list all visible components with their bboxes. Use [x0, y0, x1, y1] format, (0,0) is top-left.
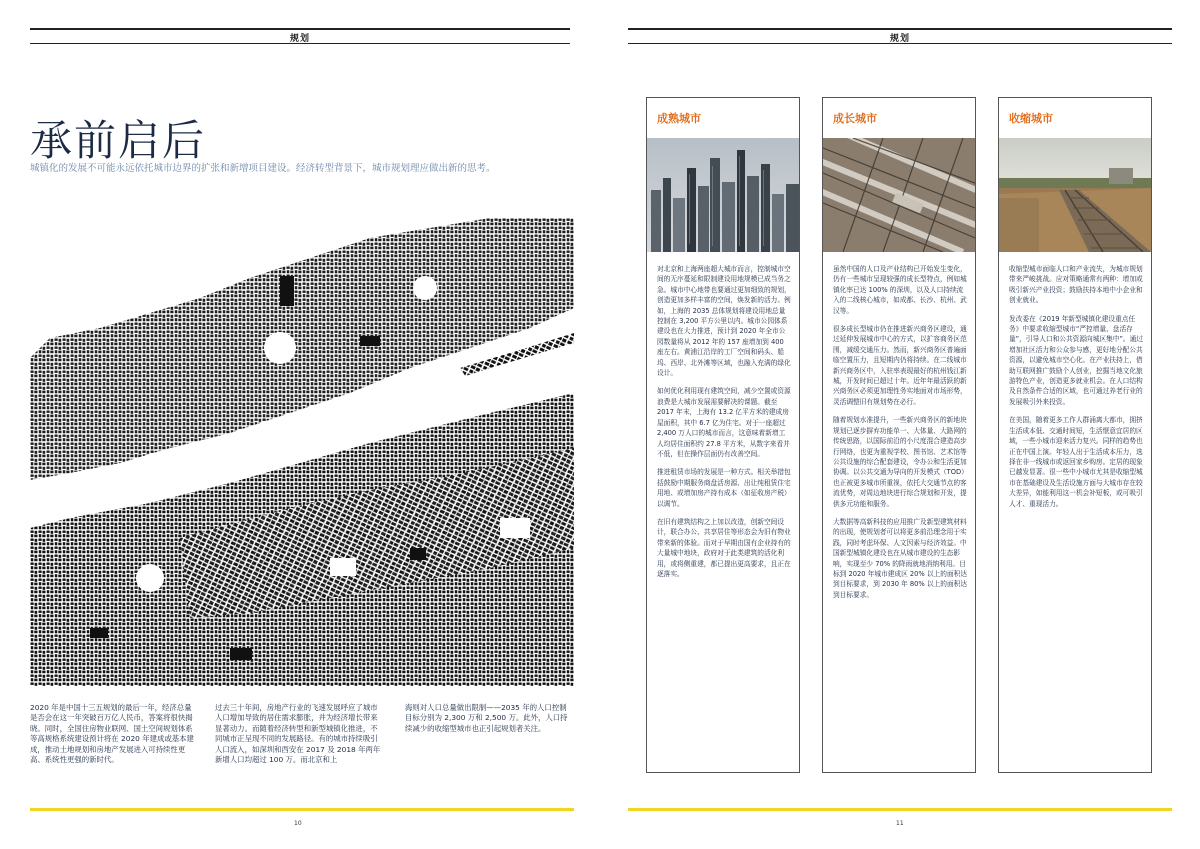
header-rule-top: [30, 28, 570, 30]
card-paragraph: 对北京和上海两座超大城市而言，控制城市空间的无序蔓延和限制建设用地规模已成当务之急。城市中心地带也要通过更加细致的规划，创造更加多样丰富的空间，焕发新的活力。例如，上海的 2035 总体规划将建设用地总量控制在 3,200 平方公里以内。城市公园体系建设也在大力推进，预计到 2020 年全市公园数量将从 2012 年的 157 座增加到 400 座左右。黄浦江沿岸的工厂空间和码头、船坞、西岸、北外滩等区域，也融入充满的绿化设计。: [657, 265, 791, 378]
card-growing-city: [822, 97, 976, 773]
card-title: 成熟城市: [657, 112, 701, 125]
card-paragraph: 如何优化利用现有建筑空间，减少空置或资源浪费是大城市发展需要解决的课题。截至 2017 年末，上海有 13.2 亿平方米的建成房屋面积，其中 6.7 亿为住宅。对于一座超过 2,400 万人口的城市而言，这意味着新增工人均居住面积约 27.8 平方米，从数字来看并不低，但在操作层面仍有改善空间。: [657, 387, 791, 458]
footer-rule: [30, 808, 574, 811]
page-number-left: 10: [294, 820, 302, 827]
card-paragraph: 发改委在《2019 年新型城镇化建设重点任务》中要求收缩型城市“严控增量、盘活存量”，引导人口和公共资源向城区集中”。通过增加社区活力和公众参与感，更好地分配公共资源，以避免城市空心化。在产业扶持上，借助互联网推广鼓励个人创业，挖掘当地文化旅游特色产业，创造更多就业机会。在人口结构及自然条件合适的区域，也可通过养老行业的发展吸引外来投资。: [1009, 314, 1143, 406]
railway-photo-icon: [999, 138, 1151, 252]
right-page: [600, 0, 1200, 849]
card-paragraph: 虽然中国的人口及产业结构已开始发生变化，仍有一些城市呈现较强的成长型特点，例如城镇化率已达 100% 的深圳，以及人口持续流入的二线核心城市，如成都、长沙、杭州、武汉等。: [833, 265, 967, 315]
page-title: 承前启后: [30, 116, 207, 165]
card-title: 成长城市: [833, 112, 877, 125]
card-paragraph: 推进租赁市场的发展是一种方式。相关举措包括鼓励中期服务商盘活房源、出让纯租赁住宅用地、或增加房产持有成本（如征收房产税）以调节。: [657, 468, 791, 508]
header-rule-bottom: [30, 43, 570, 44]
page-subtitle: 城镇化的发展不可能永远依托城市边界的扩张和新增项目建设。经济转型背景下，城市规划理应做出新的思考。: [30, 163, 496, 174]
card-paragraph: 随着规划水准提升，一些新兴商务区的新地块规划已逐步摒弃功能单一、大体量、大路网的传统思路，以国际前沿的小尺度混合建造高步行网络，也更为重视学校、图书馆、艺术馆等公共设施的综合配套建设，令办公和生活更加协调。以公共交通为导向的开发模式（TOD）也正被更多城市所重视，依托大交通节点的客流优势，对周边地块进行综合规划和开发，提供多元功能和服务。: [833, 416, 967, 508]
header-rule-bottom: [628, 43, 1172, 44]
header-label: 规划: [289, 34, 310, 44]
body-column-1: 2020 年是中国十三五规划的最后一年，经济总量是否会在这一年突破百万亿人民币，答案将很快揭晓。同时，全国住房物业联网、国土空间规划体系等高规格系统建设预计将在 2020 年建成或基本建成，推动土地规划和房地产发展进入可持续性更高、系统性更强的新时代。: [30, 703, 194, 765]
card-body: [657, 264, 791, 587]
card-paragraph: 在美国，随着更多工作人群涌离大都市，拥挤生活成本低、交通时间短，生活惬意宜居的区域，一些小城市迎来活力复兴。同样的趋势也正在中国上演。年轻人出于生活成本压力，选择在非一线城市或返回家乡购房。定居的现象已越发显著。很一些中小城市尤其是收缩型城市在基础建设及生活设施方面与大城市存在较大差异，如能利用这一机会补短板，或可吸引人才、重现活力。: [1009, 416, 1143, 508]
card-paragraph: 收缩型城市面临人口和产业流失，为城市规划带来严峻挑战。应对策略通常有两种：增加或吸引新兴产业投资；鼓励扶持本地中小企业和创业就业。: [1009, 265, 1143, 305]
city-figure-ground-map-icon: [30, 218, 574, 686]
page-number-right: 11: [896, 820, 904, 827]
card-title: 收缩城市: [1009, 112, 1053, 125]
body-column-3: 海则对人口总量做出限制——2035 年的人口控制目标分别为 2,300 万和 2,500 万。此外，人口持续减少的收缩型城市也正引起规划者关注。: [405, 703, 568, 733]
card-shrinking-city: [998, 97, 1152, 773]
card-body: [1009, 264, 1143, 517]
card-paragraph: 在旧有建筑结构之上加以改造，创新空间设计，联合办公、共享居住等形态会为旧有物业带来新的体验。而对于早期由国有企业持有的大量城中地块，政府对于此类建筑的活化利用，或将侧重建，都已提出更高要求，且正在逐落实。: [657, 517, 791, 578]
card-paragraph: 很多成长型城市仍在推进新兴商务区建设，通过延伸发展城市中心的方式，以扩容商务区范围，减缓交通压力。然而，新兴商务区普遍面临空置压力，且短期内仍将持续。在二线城市新兴商务区中，入驻率表现最好的杭州钱江新城，开发时间已超过十年。近年年最活跃的新兴商务区必须更加理性务实地面对市场形势，灵活调整旧有规划势在必行。: [833, 325, 967, 406]
header-rule-top: [628, 28, 1172, 30]
card-mature-city: [646, 97, 800, 773]
card-body: [833, 264, 967, 608]
body-column-2: 过去三十年间，房地产行业的飞速发展呼应了城市人口增加导致的居住需求膨胀，并为经济增长带来显著动力。而随着经济转型和新型城镇化推进，不同城市正呈现不同的发展路径。有的城市持续吸引人口流入，如深圳和西安在 2017 及 2018 年两年新增人口均超过 100 万。而北京和上: [215, 703, 381, 765]
footer-rule: [628, 808, 1172, 811]
skyline-photo-icon: [647, 138, 799, 252]
card-paragraph: 大数据等高新科技的应用推广及新型建筑材料的出现，使规划者可以将更多前沿理念用于实践，同时考虑环保、人文因素与经济效益。中国新型城镇化建设也在从城市建设的生态影响，实现至少 70% 的降雨就地消纳利用。目标到 2020 年城市建成区 20% 以上的面积达到目标要求，到 2030 年 80% 以上的面积达到目标要求。: [833, 517, 968, 599]
construction-photo-icon: [823, 138, 975, 252]
header-label: 规划: [889, 34, 910, 44]
